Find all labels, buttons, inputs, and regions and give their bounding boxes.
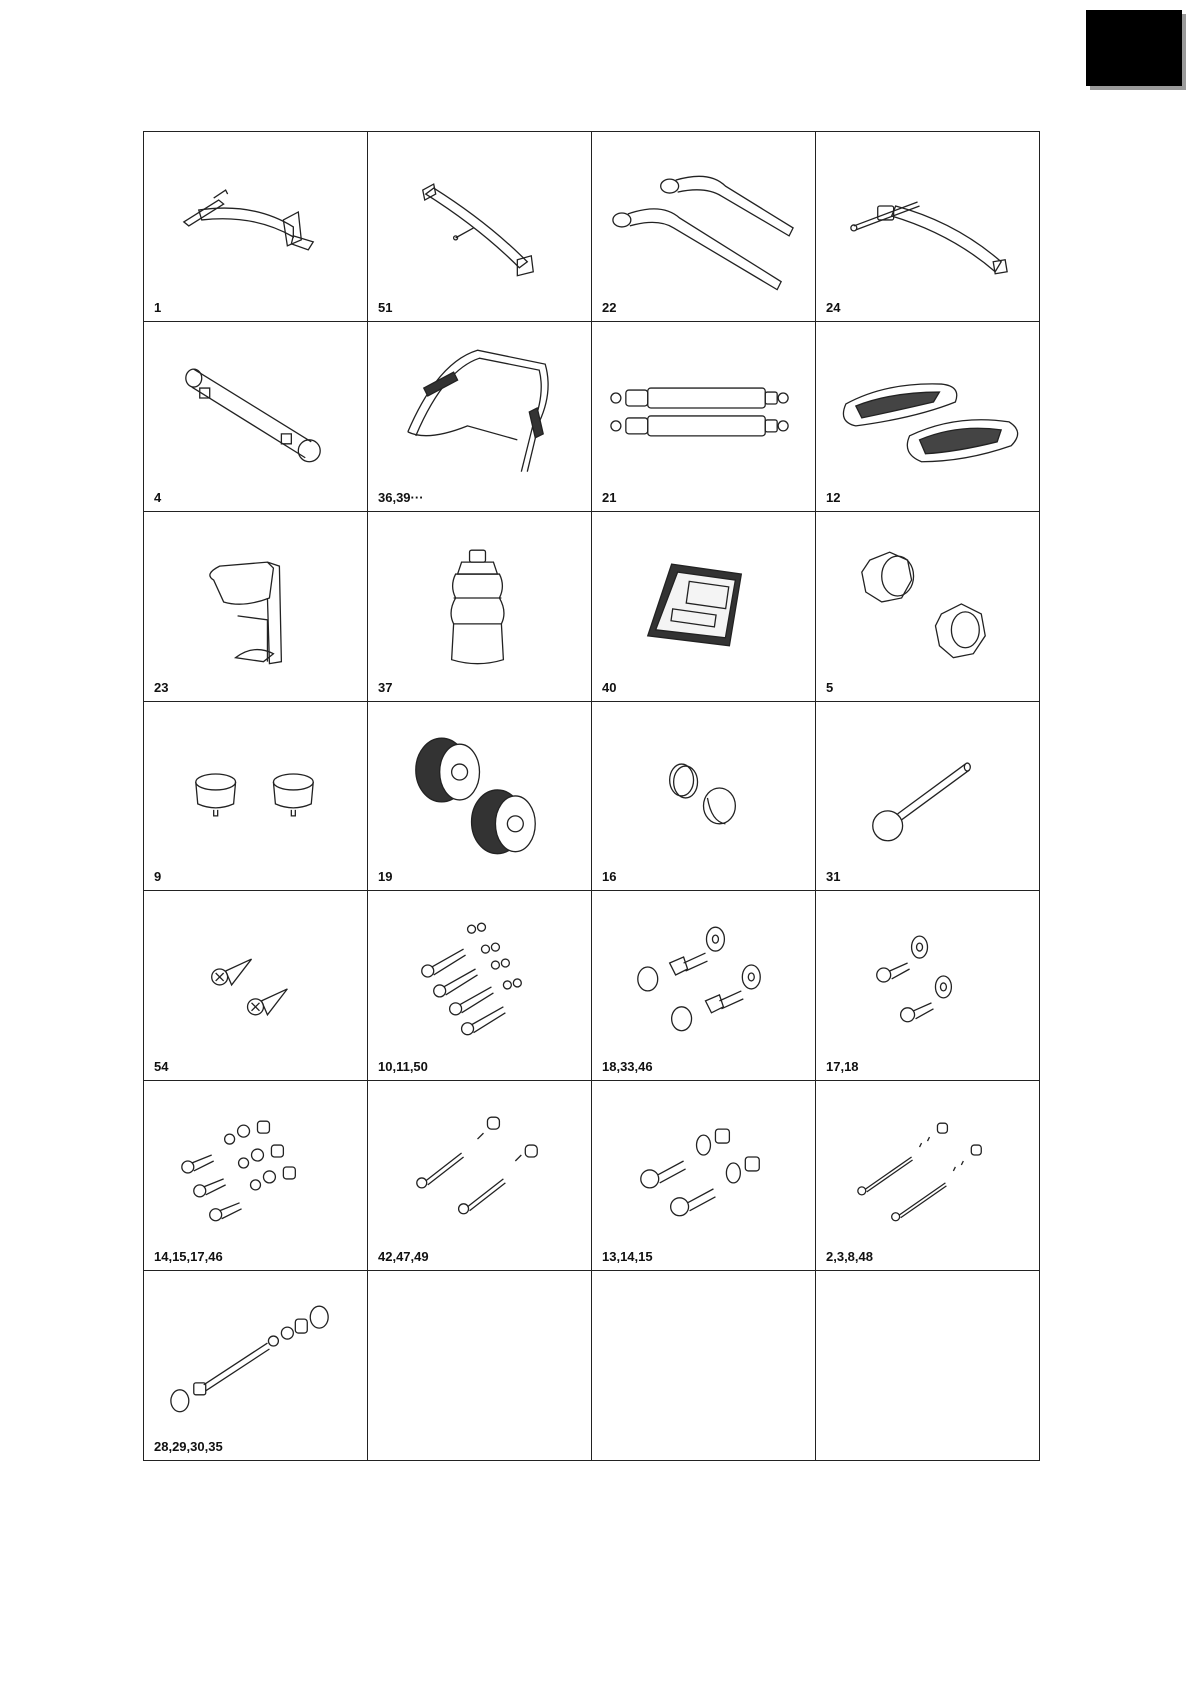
part-cell — [816, 322, 1040, 512]
long-axle-bolt-set-icon — [144, 1271, 367, 1460]
part-cell — [144, 1271, 368, 1461]
part-label: 16 — [602, 869, 617, 885]
part-label: 2,3,8,48 — [826, 1249, 873, 1265]
bolt-washer-pair-icon — [816, 891, 1039, 1080]
part-label: 37 — [378, 679, 393, 695]
water-bottle-icon — [368, 512, 591, 701]
part-label: 31 — [826, 869, 841, 885]
foot-pedal-pair-icon — [816, 322, 1039, 511]
part-label: 12 — [826, 489, 841, 505]
ring-and-cap-icon — [592, 702, 815, 891]
part-label: 14,15,17,46 — [154, 1249, 223, 1265]
bottle-holder-bracket-icon — [144, 512, 367, 701]
part-cell — [144, 702, 368, 892]
empty-cell — [816, 1271, 1040, 1461]
knob-pin-icon — [816, 702, 1039, 891]
pedal-arm-pair-icon — [592, 132, 815, 321]
part-cell — [592, 512, 816, 702]
part-label: 54 — [154, 1059, 169, 1075]
part-label: 13,14,15 — [602, 1249, 653, 1265]
part-label: 9 — [154, 869, 162, 885]
part-cell — [816, 132, 1040, 322]
part-cell — [368, 1081, 592, 1271]
part-cell — [816, 702, 1040, 892]
bolt-washer-nut-pair-icon — [592, 1081, 815, 1270]
part-label: 22 — [602, 299, 617, 315]
computer-console-icon — [592, 512, 815, 701]
part-cell — [592, 322, 816, 512]
part-label: 28,29,30,35 — [154, 1439, 223, 1454]
part-label: 10,11,50 — [378, 1059, 428, 1075]
curved-frame-rail-icon — [368, 132, 591, 321]
part-cell — [144, 891, 368, 1081]
part-cell — [592, 132, 816, 322]
part-cell — [368, 512, 592, 702]
bolt-nut-washer-set-icon — [144, 1081, 367, 1270]
part-cell — [592, 1081, 816, 1271]
part-cell — [816, 512, 1040, 702]
part-label: 18,33,46 — [602, 1059, 653, 1075]
part-cell — [144, 512, 368, 702]
roller-wheel-pair-icon — [368, 702, 591, 891]
part-cell — [816, 1081, 1040, 1271]
part-label: 21 — [602, 489, 617, 505]
curved-frame-bracket-icon — [144, 132, 367, 321]
shock-absorber-pair-icon — [592, 322, 815, 511]
part-cell — [368, 702, 592, 892]
part-label: 23 — [154, 679, 169, 695]
part-cell — [144, 1081, 368, 1271]
long-bolt-capnut-set-icon — [816, 1081, 1039, 1270]
part-label: 40 — [602, 679, 617, 695]
corner-tab — [1086, 10, 1182, 86]
part-label: 36,39··· — [378, 489, 424, 505]
empty-cell — [368, 1271, 592, 1461]
part-label: 42,47,49 — [378, 1249, 429, 1265]
empty-cell — [592, 1271, 816, 1461]
part-cell — [144, 132, 368, 322]
part-label: 1 — [154, 299, 162, 315]
curved-axle-arm-icon — [816, 132, 1039, 321]
part-label: 24 — [826, 299, 841, 315]
part-label: 19 — [378, 869, 393, 885]
part-cell — [368, 322, 592, 512]
part-cell — [144, 322, 368, 512]
part-label: 51 — [378, 299, 393, 315]
bolt-set-icon — [368, 891, 591, 1080]
screw-pair-icon — [144, 891, 367, 1080]
bolt-washer-cap-set-icon — [592, 891, 815, 1080]
part-cell — [368, 891, 592, 1081]
part-cell — [592, 702, 816, 892]
handlebar-frame-icon — [368, 322, 591, 511]
tube-pivot-icon — [144, 322, 367, 511]
part-cell — [368, 132, 592, 322]
part-label: 17,18 — [826, 1059, 859, 1075]
part-cell — [592, 891, 816, 1081]
part-cell — [816, 891, 1040, 1081]
rubber-foot-pair-icon — [144, 702, 367, 891]
part-label: 5 — [826, 679, 834, 695]
octagon-nut-cap-pair-icon — [816, 512, 1039, 701]
parts-grid — [143, 131, 1040, 1461]
part-label: 4 — [154, 489, 162, 505]
bolt-capnut-set-icon — [368, 1081, 591, 1270]
